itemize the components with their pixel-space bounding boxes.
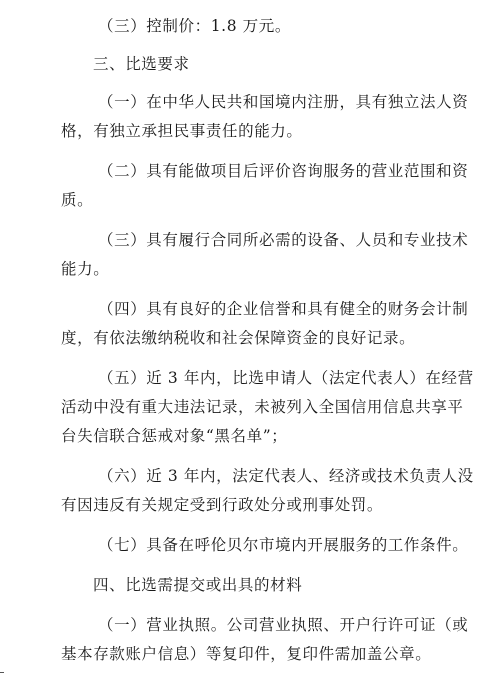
requirement-6-line-1: （六）近 3 年内，法定代表人、经济或技术负责人没 bbox=[98, 467, 474, 485]
page-edge-mark bbox=[0, 672, 4, 673]
requirement-4-line-1: （四）具有良好的企业信誉和具有健全的财务会计制 bbox=[98, 300, 469, 318]
requirement-1-line-1: （一）在中华人民共和国境内注册，具有独立法人资 bbox=[98, 93, 469, 111]
requirement-4-line-2: 度，有依法缴纳税收和社会保障资金的良好记录。 bbox=[61, 329, 416, 347]
requirement-7-line-1: （七）具备在呼伦贝尔市境内开展服务的工作条件。 bbox=[98, 536, 469, 554]
section-heading-materials: 四、比选需提交或出具的材料 bbox=[93, 576, 303, 594]
requirement-3-line-1: （三）具有履行合同所必需的设备、人员和专业技术 bbox=[98, 231, 469, 249]
material-1-line-2: 基本存款账户信息）等复印件，复印件需加盖公章。 bbox=[61, 645, 432, 663]
material-1-line-1: （一）营业执照。公司营业执照、开户行许可证（或 bbox=[98, 616, 469, 634]
requirement-2-line-1: （二）具有能做项目后评价咨询服务的营业范围和资 bbox=[98, 162, 469, 180]
requirement-6-line-2: 有因违反有关规定受到行政处分或刑事处罚。 bbox=[61, 496, 384, 514]
requirement-3-line-2: 能力。 bbox=[61, 260, 110, 278]
section-heading-requirements: 三、比选要求 bbox=[93, 55, 190, 73]
requirement-5-line-1: （五）近 3 年内，比选申请人（法定代表人）在经营 bbox=[98, 369, 474, 387]
requirement-5-line-3: 台失信联合惩戒对象“黑名单”； bbox=[61, 427, 288, 445]
requirement-2-line-2: 质。 bbox=[61, 191, 94, 209]
requirement-1-line-2: 格，有独立承担民事责任的能力。 bbox=[61, 122, 303, 140]
price-limit-line: （三）控制价：1.8 万元。 bbox=[98, 17, 291, 35]
requirement-5-line-2: 活动中没有重大违法记录，未被列入全国信用信息共享平 bbox=[61, 398, 464, 416]
